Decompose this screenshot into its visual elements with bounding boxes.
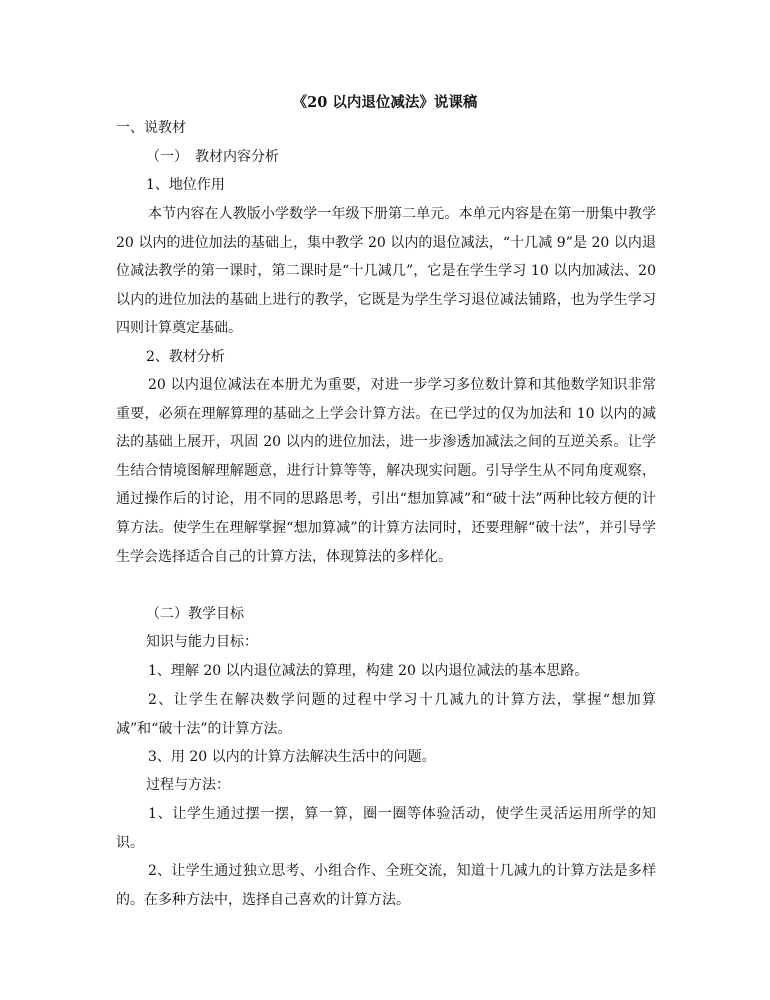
process-item-1: 1、让学生通过摆一摆，算一算，圈一圈等体验活动，使学生灵活运用所学的知识。: [116, 806, 656, 851]
item-heading-position-role: 1、地位作用: [146, 177, 225, 193]
paragraph-material-analysis: 20 以内退位减法在本册尤为重要，对进一步学习多位数计算和其他数学知识非常重要，必须在理解算理的基础之上学会计算方法。在已学过的仅为加法和 10 以内的减法的基础上展开，巩固 20 以内的进位加法，进一步渗透加减法之间的互逆关系。让学生结合情境图解理解题意，进行计算等等，解决现实问题。引导学生从不同角度观察，通过操作后的讨论，用不同的思路思考，引出“想加算减”和“破十法”两种比较方便的计算方法。使学生在理解掌握“想加算减”的计算方法同时，还要理解“破十法”，并引导学生学会选择适合自己的计算方法，体现算法的多样化。: [116, 377, 656, 565]
subsection-heading-content-analysis: （一） 教材内容分析: [146, 149, 279, 165]
section-heading-shuo-jiaocai: 一、说教材: [116, 120, 186, 136]
goal-item-1: 1、理解 20 以内退位减法的算理，构建 20 以内退位减法的基本思路。: [148, 663, 589, 679]
goal-item-3: 3、用 20 以内的计算方法解决生活中的问题。: [148, 749, 436, 765]
paragraph-position-role: 本节内容在人教版小学数学一年级下册第二单元。本单元内容是在第一册集中教学 20 以内的进位加法的基础上，集中教学 20 以内的退位减法，“十几减 9”是 20 以内退位减法教学的第一课时，第二课时是“十几减几”，它是在学生学习 10 以内加减法、20 以内的进位加法的基础上进行的教学，它既是为学生学习退位减法铺路，也为学生学习四则计算奠定基础。: [116, 206, 656, 337]
goal-heading-process-method: 过程与方法：: [146, 777, 230, 793]
subsection-heading-teaching-goals: （二）教学目标: [146, 606, 244, 622]
goal-item-2: 2、让学生在解决数学问题的过程中学习十几减九的计算方法，掌握“想加算减”和“破十法”的计算方法。: [116, 692, 656, 737]
process-item-2: 2、让学生通过独立思考、小组合作、全班交流，知道十几减九的计算方法是多样的。在多种方法中，选择自己喜欢的计算方法。: [116, 863, 656, 908]
goal-heading-knowledge-ability: 知识与能力目标：: [146, 634, 258, 650]
item-heading-material-analysis: 2、教材分析: [146, 349, 225, 365]
document-title: 《20 以内退位减法》说课稿: [292, 94, 478, 111]
